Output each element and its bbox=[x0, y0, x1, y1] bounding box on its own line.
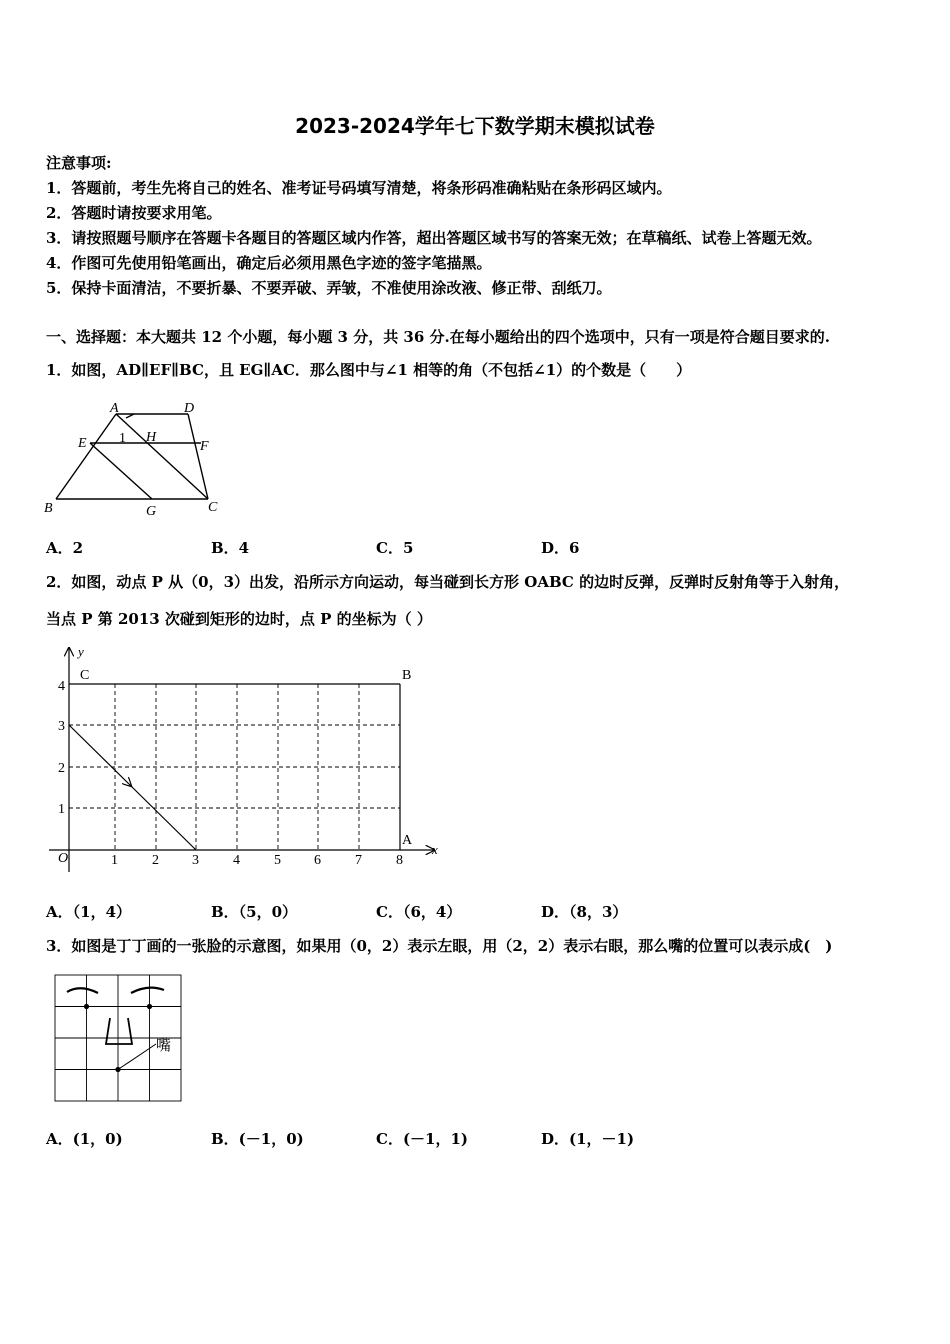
corner-label-a: A bbox=[402, 833, 413, 848]
option-d[interactable]: D．（8，3） bbox=[541, 903, 628, 921]
x-tick-label: 8 bbox=[396, 853, 403, 868]
option-d[interactable]: D．6 bbox=[541, 539, 580, 557]
notice-item: 2．答题时请按要求用笔。 bbox=[46, 204, 222, 222]
option-c[interactable]: C．(－1，1) bbox=[376, 1130, 469, 1148]
section-heading: 一、选择题：本大题共 12 个小题，每小题 3 分，共 36 分.在每小题给出的四个选项中，只有一项是符合题目要求的. bbox=[46, 328, 830, 346]
question-2-stem-continued: 当点 P 第 2013 次碰到矩形的边时，点 P 的坐标为（ ） bbox=[46, 610, 432, 628]
question-1-stem: 1．如图，AD∥EF∥BC，且 EG∥AC．那么图中与∠1 相等的角（不包括∠1）的个数是（ ） bbox=[46, 361, 692, 379]
question-3-stem: 3．如图是丁丁画的一张脸的示意图，如果用（0，2）表示左眼，用（2，2）表示右眼，那么嘴的位置可以表示成( ) bbox=[46, 937, 833, 955]
y-tick-label: 3 bbox=[58, 719, 65, 734]
notice-item: 5．保持卡面清洁，不要折暴、不要弄破、弄皱，不准使用涂改液、修正带、刮纸刀。 bbox=[46, 279, 612, 297]
x-tick-label: 3 bbox=[192, 853, 199, 868]
x-tick-label: 5 bbox=[274, 853, 281, 868]
figure-label: E bbox=[78, 436, 87, 451]
x-tick-label: 7 bbox=[355, 853, 362, 868]
origin-label: O bbox=[58, 851, 69, 866]
corner-label-c: C bbox=[80, 668, 90, 683]
question-3-figure bbox=[52, 972, 186, 1106]
y-tick-label: 4 bbox=[58, 679, 65, 694]
option-d[interactable]: D．(1，－1) bbox=[541, 1130, 635, 1148]
option-c[interactable]: C．（6，4） bbox=[376, 903, 462, 921]
x-tick-label: 4 bbox=[233, 853, 240, 868]
option-a[interactable]: A．（1，4） bbox=[46, 903, 132, 921]
figure-label: F bbox=[200, 439, 209, 454]
corner-label-b: B bbox=[402, 668, 412, 683]
option-b[interactable]: B．(－1，0) bbox=[211, 1130, 304, 1148]
figure-label: B bbox=[44, 501, 53, 516]
x-tick-label: 1 bbox=[111, 853, 118, 868]
option-a[interactable]: A．(1，0) bbox=[46, 1130, 123, 1148]
figure-label: D bbox=[184, 401, 195, 416]
page-title: 2023-2024学年七下数学期末模拟试卷 bbox=[295, 114, 655, 138]
option-c[interactable]: C．5 bbox=[376, 539, 414, 557]
figure-label: C bbox=[208, 500, 218, 515]
y-tick-label: 1 bbox=[58, 802, 65, 817]
option-b[interactable]: B．4 bbox=[211, 539, 250, 557]
figure-label: G bbox=[146, 504, 157, 519]
question-1-figure bbox=[40, 396, 230, 522]
axis-label-y: y bbox=[78, 644, 84, 659]
x-tick-label: 2 bbox=[152, 853, 159, 868]
question-2-figure bbox=[44, 640, 444, 880]
question-2-stem: 2．如图，动点 P 从（0，3）出发，沿所示方向运动，每当碰到长方形 OABC 的边时反弹，反弹时反射角等于入射角， bbox=[46, 573, 850, 591]
notice-heading: 注意事项: bbox=[46, 154, 112, 172]
notice-item: 1．答题前，考生先将自己的姓名、准考证号码填写清楚，将条形码准确粘贴在条形码区域内。 bbox=[46, 179, 672, 197]
figure-label: A bbox=[110, 401, 119, 416]
notice-item: 4．作图可先使用铅笔画出，确定后必须用黑色字迹的签字笔描黑。 bbox=[46, 254, 492, 272]
y-tick-label: 2 bbox=[58, 761, 65, 776]
axis-label-x: x bbox=[432, 842, 438, 857]
notice-item: 3．请按照题号顺序在答题卡各题目的答题区域内作答，超出答题区域书写的答案无效；在草稿纸、试卷上答题无效。 bbox=[46, 229, 822, 247]
figure-label: 1 bbox=[119, 431, 126, 446]
mouth-label: 嘴 bbox=[156, 1038, 172, 1054]
option-a[interactable]: A．2 bbox=[46, 539, 84, 557]
option-b[interactable]: B．（5，0） bbox=[211, 903, 298, 921]
x-tick-label: 6 bbox=[314, 853, 321, 868]
figure-label: H bbox=[146, 430, 157, 445]
